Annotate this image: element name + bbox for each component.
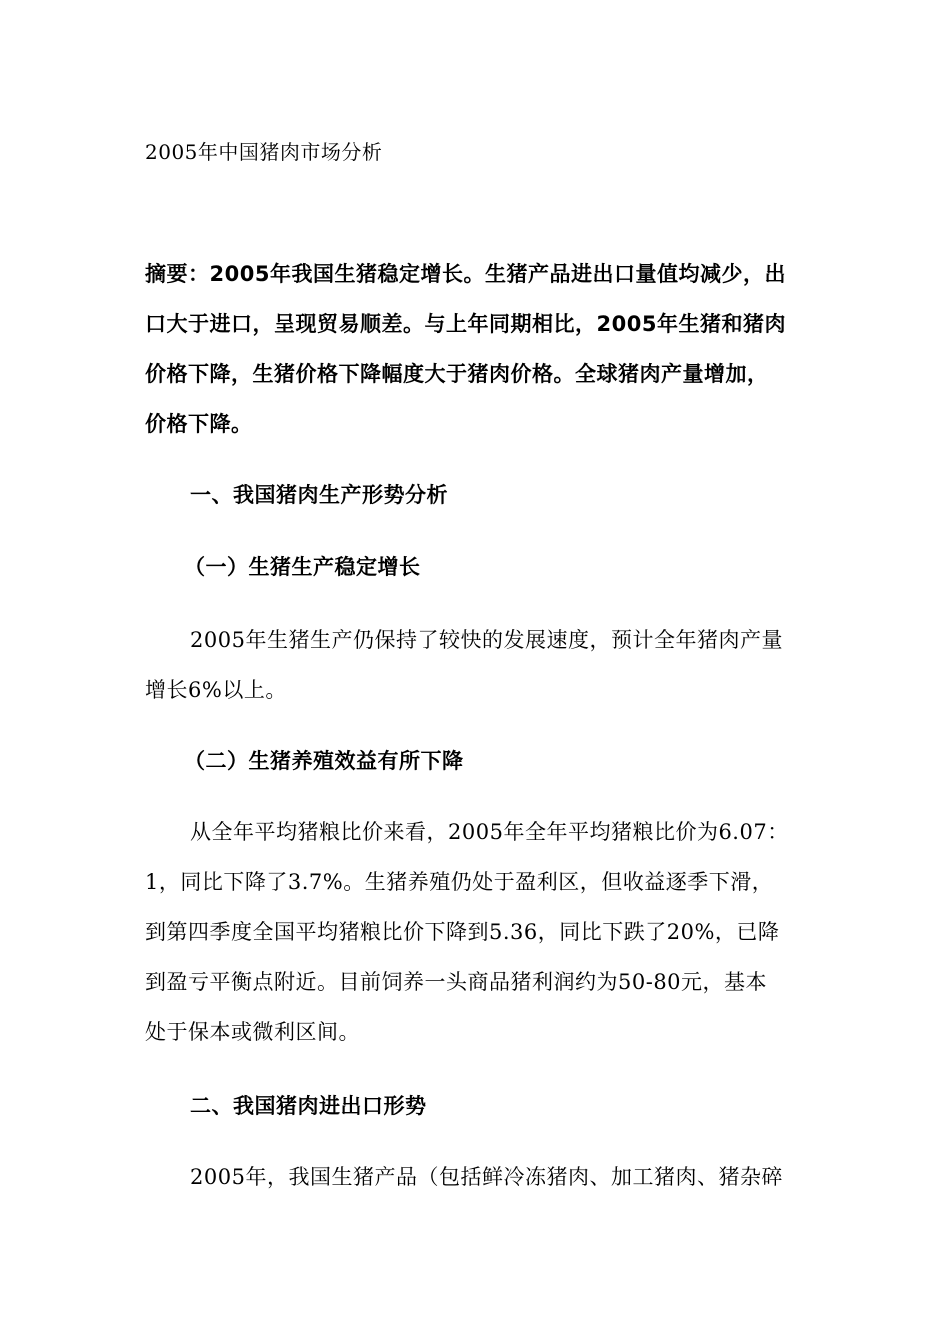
abstract-line: 摘要：2005年我国生猪稳定增长。生猪产品进出口量值均减少，出 <box>145 262 786 286</box>
page-title: 2005年中国猪肉市场分析 <box>145 140 383 164</box>
sub2-heading: （二）生猪养殖效益有所下降 <box>184 749 464 773</box>
sub2-paragraph-line: 处于保本或微利区间。 <box>145 1020 360 1044</box>
abstract-line: 价格下降。 <box>145 412 253 436</box>
sub2-paragraph-line: 1，同比下降了3.7%。生猪养殖仍处于盈利区，但收益逐季下滑， <box>145 870 774 894</box>
sub2-paragraph-line: 到盈亏平衡点附近。目前饲养一头商品猪利润约为50-80元，基本 <box>145 970 768 994</box>
section2-heading: 二、我国猪肉进出口形势 <box>190 1094 427 1118</box>
sub2-paragraph-line: 从全年平均猪粮比价来看，2005年全年平均猪粮比价为6.07： <box>190 820 789 844</box>
sub2-paragraph-line: 到第四季度全国平均猪粮比价下降到5.36，同比下跌了20%，已降 <box>145 920 780 944</box>
sub1-paragraph-line: 2005年生猪生产仍保持了较快的发展速度，预计全年猪肉产量 <box>190 628 783 652</box>
section2-paragraph-line: 2005年，我国生猪产品（包括鲜冷冻猪肉、加工猪肉、猪杂碎 <box>190 1165 783 1189</box>
sub1-paragraph-line: 增长6%以上。 <box>145 678 287 702</box>
abstract-line: 价格下降，生猪价格下降幅度大于猪肉价格。全球猪肉产量增加， <box>145 362 769 386</box>
sub1-heading: （一）生猪生产稳定增长 <box>184 555 421 579</box>
section1-heading: 一、我国猪肉生产形势分析 <box>190 483 448 507</box>
abstract-line: 口大于进口，呈现贸易顺差。与上年同期相比，2005年生猪和猪肉 <box>145 312 786 336</box>
